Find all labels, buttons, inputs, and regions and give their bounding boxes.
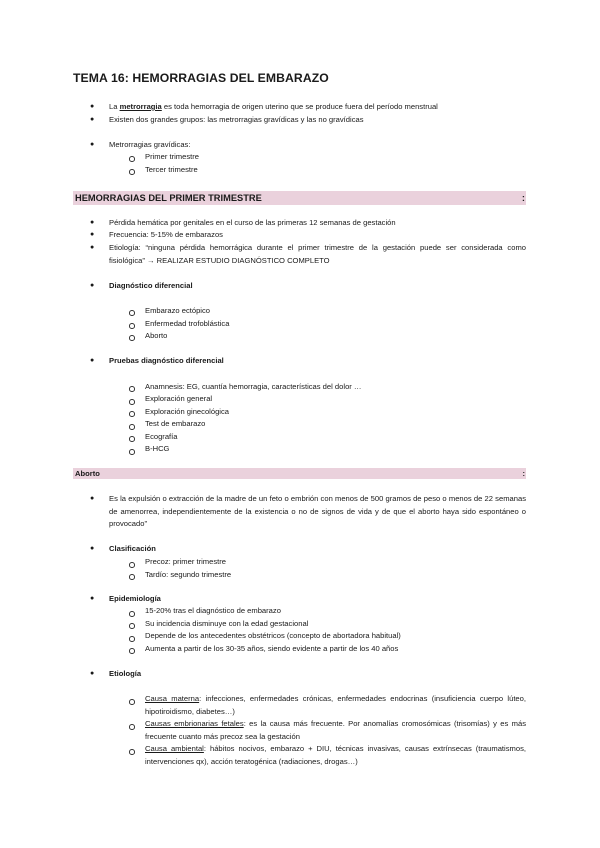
sub-bullet-circle — [129, 399, 135, 405]
term-metrorragia: metrorragia — [119, 102, 162, 111]
sub-list-item: Embarazo ectópico — [145, 306, 211, 315]
bullet-dot: ● — [90, 545, 95, 552]
sub-list-item: Depende de los antecedentes obstétricos (concepto de abortadora habitual) — [145, 631, 401, 640]
sub-bullet-circle — [129, 562, 135, 568]
sub-list-item: Aborto — [145, 331, 168, 340]
sub-bullet-circle — [129, 574, 135, 580]
bullet-dot: ● — [90, 219, 95, 226]
sub-bullet-circle — [129, 724, 135, 730]
sub-list-item-causa-materna: Causa materna: infecciones, enfermedades crónicas, enfermedades endocrinas (insuficiencia cuerpo lúteo, hipotiroidismo, diabetes…) — [145, 694, 526, 716]
section-header-primer-trimestre: HEMORRAGIAS DEL PRIMER TRIMESTRE : — [75, 193, 525, 203]
sub-list-item: B-HCG — [145, 444, 170, 453]
sub-bullet-circle — [129, 386, 135, 392]
sub-list-item: Exploración ginecológica — [145, 407, 230, 416]
sub-bullet-circle — [129, 636, 135, 642]
sub-bullet-circle — [129, 169, 135, 175]
sub-bullet-circle — [129, 411, 135, 417]
sub-bullet-circle — [129, 611, 135, 617]
list-item: Frecuencia: 5-15% de embarazos — [109, 230, 223, 239]
sub-bullet-circle — [129, 749, 135, 755]
list-item-definition: Es la expulsión o extracción de la madre de un feto o embrión con menos de 500 gramos de peso o menos de 22 semanas de amenorrea, independientemente de la existencia o no de signos de vida y de que el aborto haya sido espontáneo o provocado” — [109, 494, 526, 528]
sub-list-item: 15-20% tras el diagnóstico de embarazo — [145, 606, 281, 615]
list-item: Pérdida hemática por genitales en el curso de las primeras 12 semanas de gestación — [109, 218, 396, 227]
section-header-aborto: Aborto : — [75, 469, 525, 478]
sub-bullet-circle — [129, 310, 135, 316]
sub-list-item: Ecografía — [145, 432, 178, 441]
sub-bullet-circle — [129, 323, 135, 329]
bullet-dot: ● — [90, 141, 95, 148]
sub-list-item-causas-embrionarias: Causas embrionarias fetales: es la causa más frecuente. Por anomalías cromosómicas (trisomías) y es más frecuente cuanto más precoz sea la gestación — [145, 719, 526, 741]
bullet-dot: ● — [90, 357, 95, 364]
bullet-dot: ● — [90, 244, 95, 251]
sub-bullet-circle — [129, 424, 135, 430]
sub-bullet-circle — [129, 648, 135, 654]
sub-list-item: Exploración general — [145, 394, 213, 403]
bullet-dot: ● — [90, 595, 95, 602]
sub-list-item: Su incidencia disminuye con la edad gestacional — [145, 619, 309, 628]
subheading-epidemiologia: Epidemiología — [109, 594, 161, 603]
list-item: La metrorragia es toda hemorragia de origen uterino que se produce fuera del período menstrual — [109, 102, 438, 111]
sub-list-item: Tardío: segundo trimestre — [145, 570, 232, 579]
sub-bullet-circle — [129, 449, 135, 455]
list-item: Metrorragias gravídicas: — [109, 140, 191, 149]
sub-bullet-circle — [129, 156, 135, 162]
sub-list-item-causa-ambiental: Causa ambiental: hábitos nocivos, embarazo + DIU, técnicas invasivas, causas extrínsecas (traumatismos, intervenciones qx), acción teratogénica (radiaciones, drogas…) — [145, 744, 526, 766]
sub-list-item: Enfermedad trofoblástica — [145, 319, 230, 328]
bullet-dot: ● — [90, 670, 95, 677]
subheading-diagnostico-diferencial: Diagnóstico diferencial — [109, 281, 193, 290]
bullet-dot: ● — [90, 103, 95, 110]
subheading-pruebas: Pruebas diagnóstico diferencial — [109, 356, 224, 365]
sub-bullet-circle — [129, 623, 135, 629]
sub-list-item: Tercer trimestre — [145, 165, 198, 174]
list-item: Existen dos grandes grupos: las metrorragias gravídicas y las no gravídicas — [109, 115, 364, 124]
sub-list-item: Test de embarazo — [145, 419, 206, 428]
subheading-etiologia: Etiología — [109, 669, 142, 678]
sub-bullet-circle — [129, 436, 135, 442]
subheading-clasificacion: Clasificación — [109, 544, 156, 553]
bullet-dot: ● — [90, 282, 95, 289]
sub-bullet-circle — [129, 335, 135, 341]
list-item: Etiología: “ninguna pérdida hemorrágica durante el primer trimestre de la gestación puede ser considerada como fisiológica” → REALIZAR ESTUDIO DIAGNÓSTICO COMPLETO — [109, 243, 526, 265]
sub-list-item: Anamnesis: EG, cuantía hemorragia, características del dolor … — [145, 382, 362, 391]
bullet-dot: ● — [90, 231, 95, 238]
page-title: TEMA 16: HEMORRAGIAS DEL EMBARAZO — [73, 71, 329, 85]
bullet-dot: ● — [90, 495, 95, 502]
sub-list-item: Aumenta a partir de los 30-35 años, siendo evidente a partir de los 40 años — [145, 644, 399, 653]
sub-list-item: Precoz: primer trimestre — [145, 557, 227, 566]
sub-list-item: Primer trimestre — [145, 152, 200, 161]
sub-bullet-circle — [129, 699, 135, 705]
bullet-dot: ● — [90, 116, 95, 123]
